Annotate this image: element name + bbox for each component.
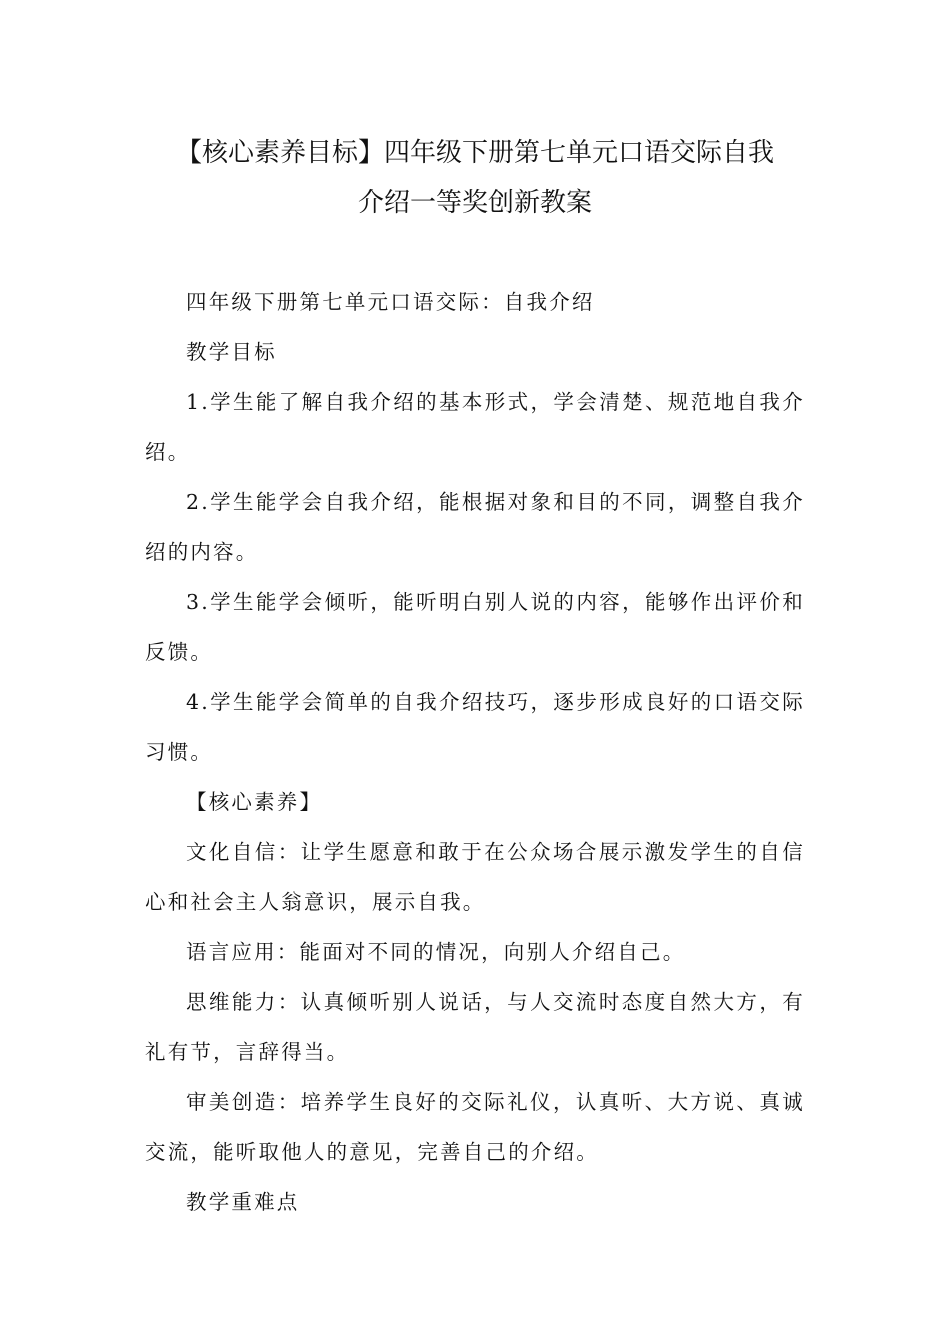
title-line-1: 【核心素养目标】四年级下册第七单元口语交际自我 [175,138,774,168]
title-line-2: 介绍一等奖创新教案 [357,188,592,218]
paragraph-thinking-ability: 思维能力：认真倾听别人说话，与人交流时态度自然大方，有礼有节，言辞得当。 [145,990,805,1064]
document-body [145,277,805,1227]
document-title [145,128,805,228]
paragraph-goal-1: 1.学生能了解自我介绍的基本形式，学会清楚、规范地自我介绍。 [145,390,805,464]
paragraph-goal-3: 3.学生能学会倾听，能听明白别人说的内容，能够作出评价和反馈。 [145,590,805,664]
paragraph-aesthetic-creation: 审美创造：培养学生良好的交际礼仪，认真听、大方说、真诚交流，能听取他人的意见，完善自己的介绍。 [145,1090,805,1164]
paragraph-cultural-confidence: 文化自信：让学生愿意和敢于在公众场合展示激发学生的自信心和社会主人翁意识，展示自我。 [145,840,805,914]
paragraph-key-difficulties-heading: 教学重难点 [186,1190,300,1214]
paragraph-teaching-goals-heading: 教学目标 [186,340,277,364]
paragraph-goal-4: 4.学生能学会简单的自我介绍技巧，逐步形成良好的口语交际习惯。 [145,690,805,764]
paragraph-goal-2: 2.学生能学会自我介绍，能根据对象和目的不同，调整自我介绍的内容。 [145,490,805,564]
paragraph-core-literacy-heading: 【核心素养】 [186,790,323,814]
paragraph-language-use: 语言应用：能面对不同的情况，向别人介绍自己。 [186,940,686,964]
paragraph-unit-heading: 四年级下册第七单元口语交际：自我介绍 [186,290,595,314]
